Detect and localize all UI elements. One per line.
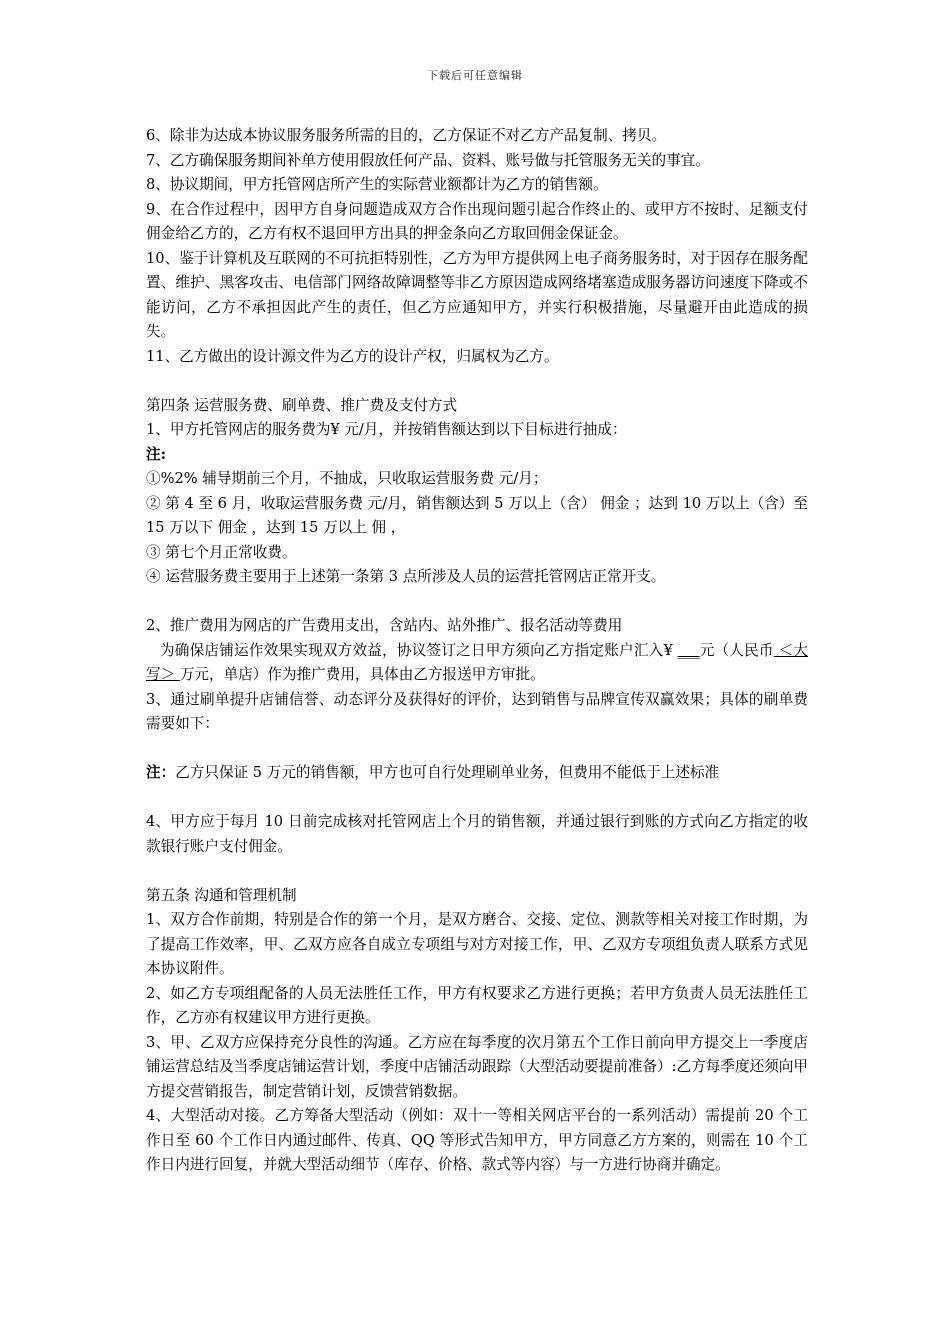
- article-4-item-2-detail: [146, 639, 808, 688]
- article-5-title: 第五条 沟通和管理机制: [146, 886, 297, 904]
- clause-11: 11、乙方做出的设计源文件为乙方的设计产权，归属权为乙方。: [146, 347, 559, 365]
- article-4-item-2: 2、推广费用为网店的广告费用支出，含站内、站外推广、报名活动等费用: [146, 617, 623, 634]
- article-5-item-2: 2、如乙方专项组配备的人员无法胜任工作，甲方有权要求乙方进行更换；若甲方负责人员无法胜任工作，乙方亦有权建议甲方进行更换。: [146, 984, 808, 1026]
- clause-10: 10、鉴于计算机及互联网的不可抗拒特别性，乙方为甲方提供网上电子商务服务时，对于因存在服务配置、维护、黑客攻击、电信部门网络故障调整等非乙方原因造成网络堵塞造成服务器访问速度下降或不能访问，乙方不承担因此产生的责任，但乙方应通知甲方，并实行积极措施，尽量避开由此造成的损失。: [146, 249, 808, 340]
- article-4-item-4: 4、甲方应于每月 10 日前完成核对托管网店上个月的销售额，并通过银行到账的方式向乙方指定的收款银行账户支付佣金。: [146, 813, 808, 855]
- clause-6: 6、除非为达成本协议服务服务所需的目的，乙方保证不对乙方产品复制、拷贝。: [146, 127, 667, 144]
- item-2-detail-pre: 为确保店铺运作效果实现双方效益，协议签订之日甲方须向乙方指定账户汇入¥: [160, 641, 678, 659]
- article-4-title: 第四条 运营服务费、刷单费、推广费及支付方式: [146, 396, 458, 414]
- article-5-item-4: 4、大型活动对接。乙方筹备大型活动（例如：双十一等相关网店平台的一系列活动）需提前 20 个工作日至 60 个工作日内通过邮件、传真、QQ 等形式告知甲方，甲方同意乙方方案的，则需在 10 个工作日内进行回复，并就大型活动细节（库存、价格、款式等内容）与一方进行协商并确定。: [146, 1107, 808, 1173]
- article-4-note-line-2: ② 第 4 至 6 月，收取运营服务费 元/月，销售额达到 5 万以上（含） 佣金 ；达到 10 万以上（含）至 15 万以下 佣金 ，达到 15 万以上 佣 ，: [146, 494, 808, 536]
- clause-9: 9、在合作过程中，因甲方自身问题造成双方合作出现问题引起合作终止的、或甲方不按时、足额支付佣金给乙方的，乙方有权不退回甲方出具的押金条向乙方取回佣金保证金。: [146, 200, 808, 242]
- amount-blank: ___: [677, 641, 700, 659]
- article-4-item-1: 1、甲方托管网店的服务费为¥ 元/月，并按销售额达到以下目标进行抽成：: [146, 421, 627, 438]
- note-2-label: 注：: [146, 764, 176, 781]
- article-4-note-line-4: ④ 运营服务费主要用于上述第一条第 3 点所涉及人员的运营托管网店正常开支。: [146, 568, 666, 585]
- item-2-detail-post: 万元，单店）作为推广费用，具体由乙方报送甲方审批。: [179, 666, 545, 683]
- article-4-note-label: 注:: [146, 445, 166, 463]
- item-2-detail-mid: 元（人民币: [699, 641, 774, 659]
- article-4-note-line-1: ①%2% 辅导期前三个月，不抽成，只收取运营服务费 元/月；: [146, 470, 548, 487]
- article-4-item-3: 3、通过刷单提升店铺信誉、动态评分及获得好的评价，达到销售与品牌宣传双赢效果；具体的刷单费需要如下：: [146, 690, 808, 732]
- amount-words-blank: ＜大写＞: [146, 641, 808, 683]
- article-4-note-line-3: ③ 第七个月正常收费。: [146, 543, 297, 561]
- article-5-item-1: 1、双方合作前期，特别是合作的第一个月，是双方磨合、交接、定位、测款等相关对接工作时期，为了提高工作效率，甲、乙双方应各自成立专项组与对方对接工作，甲、乙双方专项组负责人联系方式见本协议附件。: [146, 911, 808, 977]
- clause-8: 8、协议期间，甲方托管网店所产生的实际营业额都计为乙方的销售额。: [146, 176, 608, 193]
- clause-7: 7、乙方确保服务期间补单方使用假放任何产品、资料、账号做与托管服务无关的事宜。: [146, 151, 710, 169]
- article-4-note-2: [146, 761, 808, 786]
- document-body: [146, 124, 808, 1178]
- page-header: 下载后可任意编辑: [427, 69, 523, 82]
- note-2-text: 乙方只保证 5 万元的销售额，甲方也可自行处理刷单业务，但费用不能低于上述标准: [175, 764, 720, 781]
- article-5-item-3: 3、甲、乙双方应保持充分良性的沟通。乙方应在每季度的次月第五个工作日前向甲方提交上一季度店铺运营总结及当季度店铺运营计划，季度中店铺活动跟踪（大型活动要提前准备）:乙方每季度还须向甲方提交营销报告，制定营销计划，反馈营销数据。: [146, 1033, 808, 1100]
